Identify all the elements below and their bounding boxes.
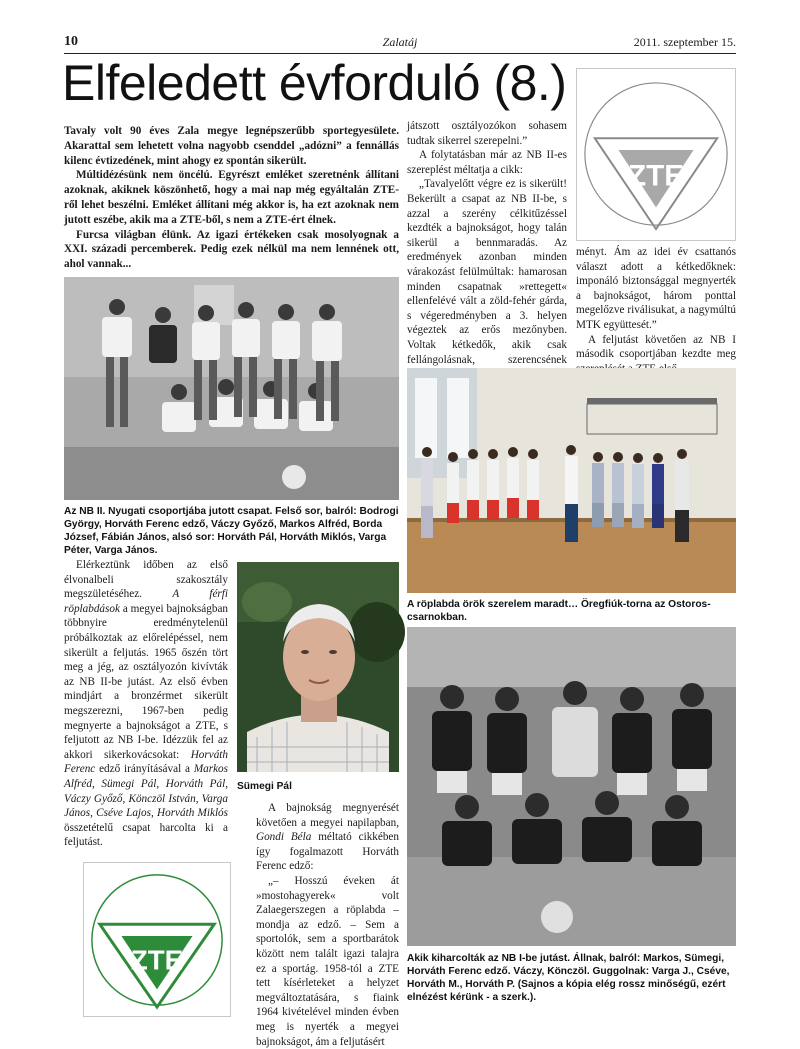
zte-logo-top — [576, 68, 736, 241]
body-mid-author: Gondi Béla — [256, 831, 312, 844]
col2-paragraph-3: „Tavalyelőtt végre ez is sikerült! Bekerült a csapat az NB II-be, s azzal a szerény célkitűzéssel kezdték a bajnokságot, hogy talán sikerül a bennmaradás. Az eredmények azonban minden várakozást felülmúltak: hamarosan minden csapatnak »rettegett« ellenfelévé vált a zöld-fehér gárda, s végeredményben a 3. helyen végeztek az erős mezőnyben. Voltak kétkedők, akik csak fellángolásnak, szerencsének — [407, 178, 567, 366]
team-photo-nb2 — [64, 277, 399, 500]
body-mid-2: méltató cikkében így fogalmazott Horváth Ferenc edző: — [256, 831, 399, 873]
team-photo-nb1 — [407, 627, 736, 946]
body-left-3: edző irányításával a — [99, 763, 190, 776]
issue-date: 2011. szeptember 15. — [633, 35, 736, 49]
publication-name: Zalatáj — [382, 35, 418, 49]
gym-photo-oldboys — [407, 368, 736, 593]
zte-emblem-icon — [577, 69, 735, 240]
body-left-2: a megyei bajnokságban többnyire eredménytelenül próbálkoztak az előrelépéssel, nem sikerült a feljutás. 1965 őszén tört meg a jég, az osztályozón kivívták az NB II-be jutást. Az első évben mindjárt a bronzérmet sikerült megszerezni, 1967-ben pedig megnyerte a bajnokságot a ZTE, s feljutott az NB I-be. Idézzük fel az akkori sikerkovácsokat: — [64, 602, 228, 761]
column-text-2 — [407, 119, 567, 382]
column-text-left — [64, 558, 228, 850]
body-mid-1: A bajnokság megnyerését követően a megyei napilapban, — [256, 802, 399, 829]
col2-paragraph-2: A folytatásban már az NB II-es szereplést méltatja a cikk: — [407, 149, 567, 176]
article-lead — [64, 124, 399, 272]
body-left-players: Markos Alfréd, Sümegi Pál, Horváth Pál, Váczy Győző, Könczöl István, Varga János, Cséve Lajos, Horváth Miklós — [64, 763, 228, 820]
col3-paragraph-2: A feljutást követően az NB I második csoportjában kezdte meg — [576, 333, 736, 361]
body-left-1: Elérkeztünk időben az első élvonalbeli szakosztály megszületéséhez. — [64, 559, 228, 601]
zte-logo-bottom — [83, 862, 231, 1017]
body-left-4: összetételű csapat harcolta ki a feljutást. — [64, 821, 228, 849]
article-title: Elfeledett évforduló (8.) — [62, 55, 567, 111]
body-left-italic-1: A férfi röplabdások — [64, 588, 228, 615]
col3-paragraph-1: ményt. Ám az idei év csattanós választ adott a kétkedőknek: imponáló biztonsággal megnyerték a bajnokságot, három ponttal megelőzve riválisukat, a nagymúltú MTK együttesét.” — [576, 246, 736, 331]
lead-paragraph-1: Tavaly volt 90 éves Zala megye legnépszerűbb sportegyesülete. Akarattal sem lehetett volna nagyobb csenddel „adózni” a fennállás kilenc évtizedének, mint ahogy ez spontán sikerült. — [64, 125, 399, 167]
body-mid-quote: „– Hosszú éveken át »mostohagyerek« volt Zalaegerszegen a röplabda – mondja az edző. – Sem a sportolók, sem a sportbarátok között nem talált igazi talajra ez a sportág. 1958-tól a ZTE tett kísérleteket a helyzet megváltoztatására, s fiaink 1964 kivételével minden évben meg is nyerték a megyei bajnokságot, ám a feljutásért — [256, 874, 399, 1048]
logo-letters-top: ZTE — [628, 159, 684, 193]
body-left-coach: Horváth Ferenc — [64, 748, 228, 776]
caption-portrait: Sümegi Pál — [237, 781, 292, 792]
zte-emblem-green-icon — [84, 863, 230, 1016]
page-header — [64, 32, 736, 54]
caption-bottom-team: Akik kiharcolták az NB I-be jutást. Állnak, balról: Markos, Sümegi, Horváth Ferenc edző. Váczy, Könczöl. Guggolnak: Varga J., Cséve, Horváth M., Horváth P. (Sajnos a kópia elég rossz minőségű, ezért elnézést kérünk - a szerk.). — [407, 953, 730, 1003]
column-text-3 — [576, 245, 736, 376]
col2-paragraph-1: játszott osztályozókon sohasem tudtak sikerrel szerepelni.” — [407, 120, 567, 147]
lead-paragraph-3: Furcsa világban élünk. Az igazi értékeken csak mosolyognak a XXI. századi percemberek. Pedig ezek nélkül ma nem lennének ott, ahol vannak... — [64, 228, 399, 271]
caption-gym-photo: A röplabda örök szerelem maradt… Öregfiúk-torna az Ostoros-csarnokban. — [407, 599, 711, 623]
caption-team-photo: Az NB II. Nyugati csoportjába jutott csapat. Felső sor, balról: Bodrogi György, Horváth Ferenc edző, Váczy Győző, Markos Alfréd, Borda József, Fábián János, alsó sor: Horváth Pál, Horváth Miklós, Varga Péter, Varga János. — [64, 506, 399, 556]
portrait-sumegi-pal — [237, 562, 399, 772]
lead-paragraph-2: Múltidézésünk nem öncélú. Egyrészt emléket szeretnénk állítani azoknak, akiknek köszönhető, hogy a mai nap még egyáltalán ZTE-ről lehet beszélni. Emléket állítani még akkor is, ha ezt azoknak nem jutott eszébe, akik ma a ZTE-ből, s nem a ZTE-ért élnek. — [64, 169, 399, 226]
logo-letters-bottom: ZTE — [130, 944, 184, 976]
page-number: 10 — [64, 34, 78, 49]
column-text-middle — [256, 801, 399, 1049]
